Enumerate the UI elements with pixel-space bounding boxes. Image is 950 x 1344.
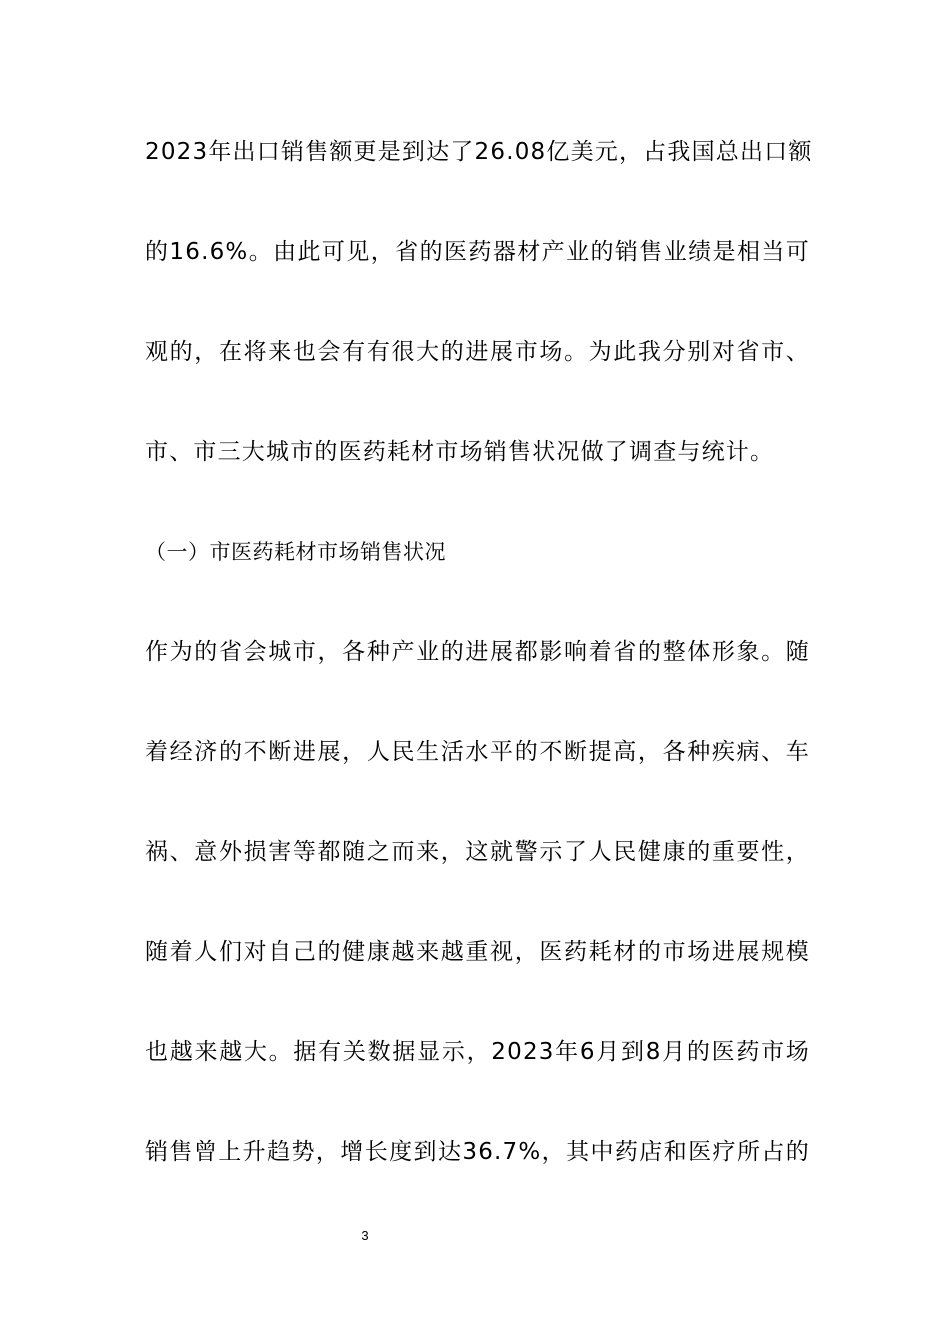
text-line: 着经济的不断进展，人民生活水平的不断提高，各种疾病、车 [145, 739, 810, 765]
text-line: 的16.6%。由此可见，省的医药器材产业的销售业绩是相当可 [145, 239, 810, 265]
section-heading: （一）市医药耗材市场销售状况 [145, 540, 446, 564]
text-line: 市、市三大城市的医药耗材市场销售状况做了调查与统计。 [145, 439, 775, 465]
text-line: 作为的省会城市，各种产业的进展都影响着省的整体形象。随 [145, 639, 810, 665]
text-line: 销售曾上升趋势，增长度到达36.7%，其中药店和医疗所占的 [145, 1139, 810, 1165]
text-line: 2023年出口销售额更是到达了26.08亿美元，占我国总出口额 [145, 139, 813, 165]
page-number: 3 [361, 1228, 369, 1243]
text-line: 观的，在将来也会有有很大的进展市场。为此我分别对省市、 [145, 339, 810, 365]
text-line: 也越来越大。据有关数据显示，2023年6月到8月的医药市场 [145, 1039, 810, 1065]
text-line: 祸、意外损害等都随之而来，这就警示了人民健康的重要性， [145, 839, 810, 865]
text-line: 随着人们对自己的健康越来越重视，医药耗材的市场进展规模 [145, 939, 810, 965]
